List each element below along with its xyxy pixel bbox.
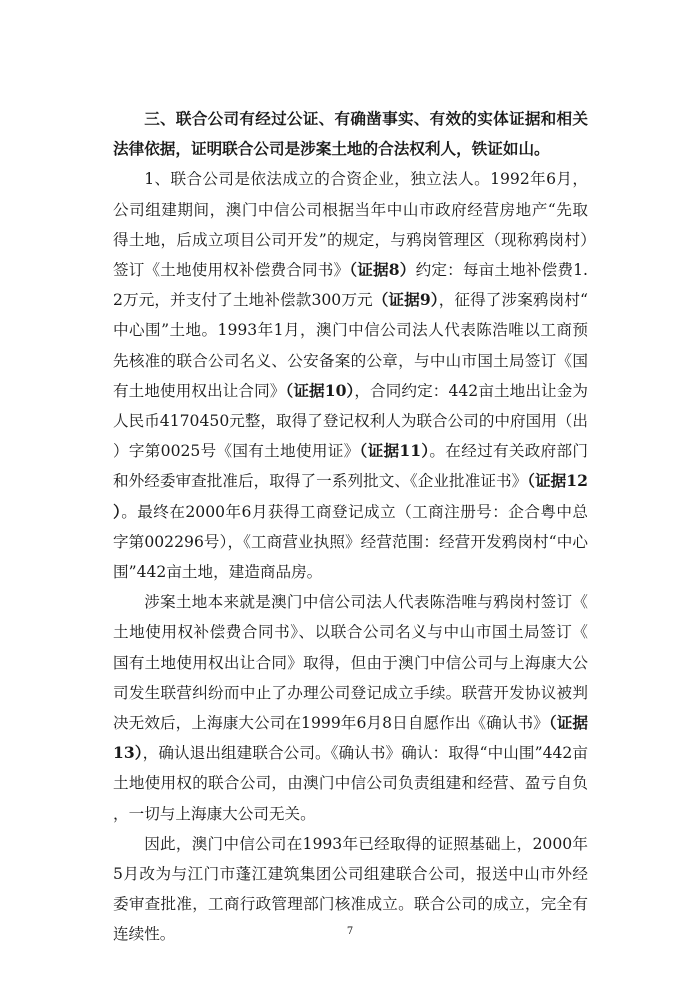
paragraph-1 bbox=[113, 164, 588, 587]
paragraph-1-text-1: 1、联合公司是依法成立的合资企业，独立法人。1992年6月，公司组建期间，澳门中信公司根据当年中山市政府经营房地产“先取得土地，后成立项目公司开发”的规定，与鸦岗管理区（现称鸦岗村）签订《土地使用权补偿费合同书》 bbox=[113, 170, 588, 280]
paragraph-1-text-3: ，征得了涉案鸦岗村“中心围”土地。1993年1月，澳门中信公司法人代表陈浩唯以工商预先核准的联合公司名义、公安备案的公章，与中山市国土局签订《国有土地使用权出让合同》 bbox=[113, 291, 588, 400]
paragraph-1-text-6: 。最终在2000年6月获得工商登记成立（工商注册号：企合粤中总字第002296号），《工商营业执照》经营范围：经营开发鸦岗村“中心围”442亩土地，建造商品房。 bbox=[113, 502, 589, 582]
section-heading: 三、联合公司有经过公证、有确凿事实、有效的实体证据和相关法律依据，证明联合公司是涉案土地的合法权利人，铁证如山。 bbox=[113, 109, 588, 159]
paragraph-3: 因此，澳门中信公司在1993年已经取得的证照基础上，2000年5月改为与江门市蓬江建筑集团公司组建联合公司，报送中山市外经委审查批准，工商行政管理部门核准成立。联合公司的成立，完全有连续性。 bbox=[113, 834, 588, 944]
evidence-10-ref: （证据10） bbox=[285, 380, 355, 400]
evidence-9-ref: （证据9） bbox=[372, 290, 439, 310]
paragraph-1-text-4: ，合同约定：442亩土地出让金为人民币4170450元整，取得了登记权利人为联合公司的中府国用（出）字第0025号《国有土地使用证》 bbox=[113, 381, 588, 461]
document-body bbox=[113, 104, 588, 950]
evidence-12-ref: （证据12） bbox=[113, 471, 588, 521]
paragraph-2 bbox=[113, 587, 588, 829]
paragraph-2-text-2: ，确认退出组建联合公司。《确认书》确认：取得“中山围”442亩土地使用权的联合公司，由澳门中信公司负责组建和经营、盈亏自负，一切与上海康大公司无关。 bbox=[113, 744, 588, 823]
evidence-11-ref: （证据11） bbox=[359, 441, 430, 461]
paragraph-2-text-1: 涉案土地本来就是澳门中信公司法人代表陈浩唯与鸦岗村签订《土地使用权补偿费合同书》、以联合公司名义与中山市国土局签订《国有土地使用权出让合同》取得，但由于澳门中信公司与上海康大公司发生联营纠纷而中止了办理公司登记成立手续。联营开发协议被判决无效后，上海康大公司在1999年6月8日自愿作出《确认书》 bbox=[113, 593, 588, 733]
evidence-13-ref: （证据13） bbox=[113, 713, 588, 763]
paragraph-1-text-2: 约定：每亩土地补偿费1.2万元，并支付了土地补偿款300万元 bbox=[113, 261, 588, 310]
evidence-8-ref: （证据8） bbox=[349, 260, 416, 280]
page-number: 7 bbox=[346, 926, 354, 937]
paragraph-1-text-5: 。在经过有关政府部门和外经委审查批准后，取得了一系列批文、《企业批准证书》 bbox=[113, 442, 588, 491]
